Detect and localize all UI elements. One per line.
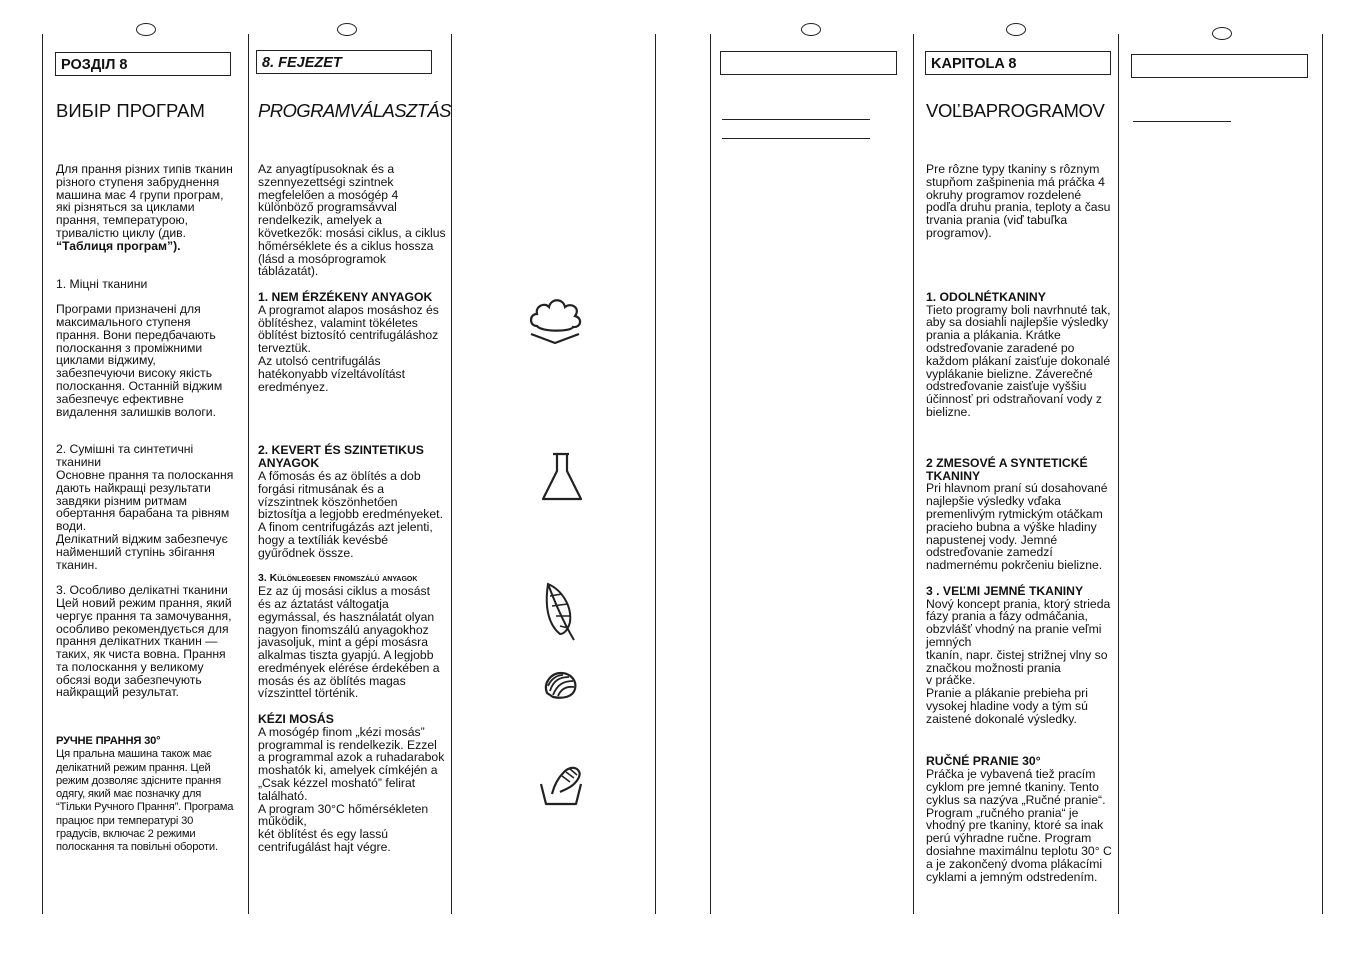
language-oval: [1212, 27, 1232, 40]
section-title-ua: ВИБІР ПРОГРАМ: [56, 100, 205, 121]
hu-s4-heading: KÉZI MOSÁS: [258, 712, 334, 727]
ua-s4-heading: РУЧНЕ ПРАННЯ 30°: [56, 735, 161, 748]
hu-s2-body-2: A finom centrifugázás azt jelenti, hogy a textíliák kevésbé gyűrődnek össze.: [258, 520, 433, 560]
sk-s2-body: Pri hlavnom praní sú dosahované najlepšie výsledky vďaka premenlivým rytmickým otáčkam pracieho bubna a výške hladiny napustenej vody. Jemné odstreďovanie zamedzí nadmernému pokrčeniu bielizne.: [926, 481, 1108, 573]
column-rule-4: [655, 34, 656, 914]
sk-intro: Pre rôzne typy tkaniny s rôznym stupňom zašpinenia má práčka 4 okruhy programov rozdelené podľa druhu prania, teploty a času trvania prania (viď tabuľka programov).: [926, 162, 1111, 240]
chapter-box-ua: РОЗДІЛ 8: [55, 52, 231, 76]
ua-s2-body-1: Основне прання та полоскання дають найкращі результати завдяки різним ритмам обертання барабана та рівням води.: [56, 467, 234, 534]
sk-s4-body: Práčka je vybavená tiež pracím cyklom pre jemné tkaniny. Tento cyklus sa nazýva „Ručné pranie“. Program „ručného prania“ je vhodný pre tkaniny, ktoré sa inak perú výhradne ručne. Program dosiahne maximálnu teplotu 30° C a je zakončený dvoma plákacími cyklami a jemným odstredením.: [926, 767, 1112, 884]
sk-s3-body-1: Nový koncept prania, ktorý strieda fázy prania a fázy odmáčania, obzvlášť vhodný na pranie veľmi jemných: [926, 596, 1111, 649]
ua-intro: Для прання різних типів тканин різного ступеня забруднення машина має 4 групи програм, які різняться за циклами прання, температурою, тривалістю циклу (див.: [56, 162, 233, 240]
column-sk: [926, 163, 1112, 883]
ua-s3-heading: 3. Особливо делікатні тканини: [56, 583, 228, 598]
hu-s2-heading: 2. KEVERT ÉS SZINTETIKUS ANYAGOK: [258, 443, 424, 471]
sk-s1-body: Tieto programy boli navrhnuté tak, aby sa dosiahli najlepšie výsledky prania a plákania. Krátke odstreďovanie zaradené po každom plákaní zaisťuje dokonalé vyplákanie bielizne. Záverečné odstreďovanie zaisťuje vyššiu účinnosť pri odstraňovaní vody z bielizne.: [926, 302, 1111, 419]
sk-s3-body-3: v práčke.: [926, 673, 976, 688]
delicate-feather-icon: [540, 580, 580, 642]
sk-s4-heading: RUČNÉ PRANIE 30°: [926, 754, 1041, 769]
ua-intro-bold: “Таблиця програм”).: [56, 238, 181, 253]
column-rule-2: [248, 34, 249, 914]
chapter-box-hu: 8. FEJEZET: [256, 50, 432, 74]
ua-s2-heading: 2. Сумішні та синтетичні тканини: [56, 442, 194, 470]
section-title-sk: VOĽBAPROGRAMOV: [926, 100, 1105, 121]
heavy-duty-fabric-icon: [527, 296, 583, 346]
wool-skein-icon: [541, 669, 579, 701]
mixed-synthetic-flask-icon: [539, 451, 585, 503]
hu-s1-body-2: Az utolsó centrifugálás hatékonyabb vízeltávolítást eredményez.: [258, 353, 406, 394]
column-rule-6: [913, 34, 914, 914]
ua-s4-body: Ця пральна машина також має делікатний режим прання. Цей режим дозволяє здісните прання одягу, який має позначку для “Тільки Ручного Прання”. Програма працює при температурі 30 градусів, включає 2 режими полоскання та повільні обороти.: [56, 748, 234, 853]
sk-s3-body-4: Pranie a plákanie prebieha pri vysokej hladine vody a tým sú zaistené dokonalé výsledky.: [926, 686, 1088, 726]
hu-s1-heading: 1. NEM ÉRZÉKENY ANYAGOK: [258, 289, 433, 304]
chapter-box-blank: [720, 51, 897, 75]
language-oval: [337, 23, 357, 36]
sk-s1-heading: 1. ODOLNÉTKANINY: [926, 289, 1046, 304]
column-rule-8: [1322, 34, 1323, 914]
title-placeholder-line: [722, 138, 870, 139]
ua-s1-body: Програми призначені для максимального ступеня прання. Вони передбачають полоскання з проміжними циклами віджиму, забезпечуючи високу якість полоскання. Останній віджим забезпечує ефективне видалення залишків вологи.: [56, 302, 223, 419]
section-title-hu: PROGRAMVÁLASZTÁS: [258, 100, 451, 121]
title-placeholder-line: [722, 119, 870, 120]
sk-s3-body-2: tkanín, napr. čistej strižnej vlny so značkou možnosti prania: [926, 647, 1108, 675]
language-oval: [801, 23, 821, 36]
hu-intro: Az anyagtípusoknak és a szennyezettségi szintnek megfelelően a mosógép 4 különböző programsávval rendelkezik, amelyek a következők: mosási ciklus, a ciklus hőmérséklete és a ciklus hossza (lásd a mosóprogramok táblázatát).: [258, 162, 446, 279]
ua-s3-body: Цей новий режим прання, який чергує прання та замочування, особливо рекомендується для прання делікатних тканин — таких, як чиста вовна. Прання та полоскання у великому обсязі води забезпечують найкращий результат.: [56, 595, 232, 700]
column-rule-7: [1118, 34, 1119, 914]
column-hu: [258, 163, 446, 854]
ua-s1-heading: 1. Міцні тканини: [56, 276, 148, 291]
language-oval: [1006, 23, 1026, 36]
title-placeholder-line: [1133, 121, 1231, 122]
language-oval: [136, 23, 156, 36]
chapter-box-sk: KAPITOLA 8: [925, 51, 1111, 75]
hand-wash-icon: [538, 764, 586, 808]
ua-s2-body-2: Делікатний віджим забезпечує найменший ступінь збігання тканин.: [56, 531, 228, 572]
sk-s3-heading: 3 . VEĽMI JEMNÉ TKANINY: [926, 583, 1084, 598]
column-rule-5: [710, 34, 711, 914]
column-rule-3: [451, 34, 452, 914]
hu-s4-body-3: két öblítést és egy lassú centrifugálást hajt végre.: [258, 827, 391, 855]
hu-s2-body-1: A főmosás és az öblítés a dob forgási ritmusának és a vízszintnek köszönhetően biztosítja a legjobb eredményeket.: [258, 468, 443, 522]
hu-s4-body-1: A mosógép finom „kézi mosás” programmal is rendelkezik. Ezzel a programmal azok a ruhadarabok moshatók ki, amelyek címkéjén a „Csak kézzel mosható” felirat található.: [258, 724, 445, 803]
hu-s4-body-2: A program 30°C hőmérsékleten működik,: [258, 801, 429, 829]
column-ua: [56, 163, 236, 854]
hu-s1-body-1: A programot alapos mosáshoz és öblítéshez, valamint tökéletes öblítést biztosító centrifugáláshoz terveztük.: [258, 302, 439, 356]
hu-s3-heading: 3. Különlegesen finomszálú anyagok: [258, 572, 418, 585]
chapter-box-blank: [1131, 54, 1308, 78]
sk-s2-heading: 2 ZMESOVÉ A SYNTETICKÉ TKANINY: [926, 455, 1088, 483]
column-rule-1: [42, 34, 43, 914]
hu-s3-body: Ez az új mosási ciklus a mosást és az áztatást váltogatja egymással, és használatát olyan nagyon finomszálú anyagokhoz javasoljuk, mint a gépi mosásra alkalmas tiszta gyapjú. A legjobb eredmények elérése érdekében a mosás és az öblítés magas vízszinttel történik.: [258, 584, 440, 701]
